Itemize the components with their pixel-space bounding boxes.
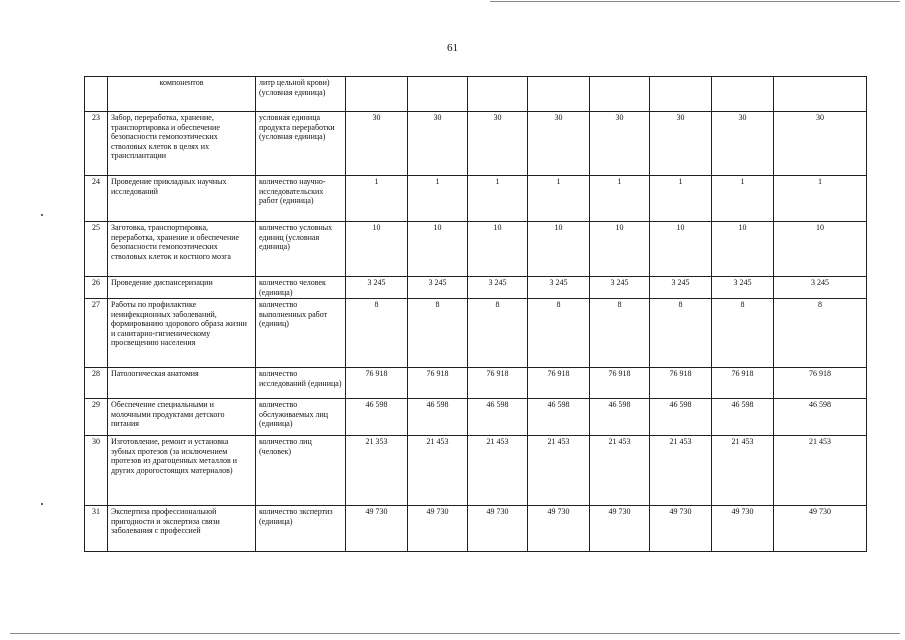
service-name: компонентов [108, 77, 256, 112]
unit-of-measure: количество экспертиз (единица) [256, 506, 346, 552]
table-row [85, 436, 867, 506]
table-row [85, 299, 867, 368]
page-number: 61 [447, 42, 458, 54]
value-cell: 46 598 [528, 399, 590, 436]
services-table [84, 76, 867, 552]
value-cell: 3 245 [346, 277, 408, 299]
value-cell: 21 453 [590, 436, 650, 506]
value-cell: 49 730 [650, 506, 712, 552]
value-cell: 30 [774, 112, 867, 176]
value-cell: 8 [712, 299, 774, 368]
value-cell: 21 453 [774, 436, 867, 506]
value-cell: 76 918 [528, 368, 590, 399]
value-cell: 21 453 [712, 436, 774, 506]
value-cell: 10 [408, 222, 468, 277]
value-cell [712, 77, 774, 112]
row-number: 30 [85, 436, 108, 506]
value-cell: 3 245 [590, 277, 650, 299]
value-cell: 46 598 [590, 399, 650, 436]
row-number: 27 [85, 299, 108, 368]
row-number: 24 [85, 176, 108, 222]
scan-speck [41, 503, 43, 505]
table-row [85, 112, 867, 176]
value-cell: 10 [468, 222, 528, 277]
value-cell: 3 245 [408, 277, 468, 299]
value-cell: 49 730 [590, 506, 650, 552]
value-cell: 49 730 [528, 506, 590, 552]
service-name: Экспертиза профессиональной пригодности и экспертиза связи заболевания с профессией [108, 506, 256, 552]
value-cell: 8 [774, 299, 867, 368]
value-cell: 49 730 [712, 506, 774, 552]
service-name: Работы по профилактике неинфекционных заболеваний, формированию здорового образа жизни и санитарно-гигиеническому просвещению населения [108, 299, 256, 368]
value-cell: 1 [528, 176, 590, 222]
value-cell: 49 730 [408, 506, 468, 552]
value-cell [774, 77, 867, 112]
value-cell: 76 918 [590, 368, 650, 399]
scan-edge-bottom [10, 633, 900, 634]
value-cell: 3 245 [712, 277, 774, 299]
value-cell: 46 598 [468, 399, 528, 436]
value-cell [528, 77, 590, 112]
table-row [85, 506, 867, 552]
row-number: 28 [85, 368, 108, 399]
row-number [85, 77, 108, 112]
table-row [85, 277, 867, 299]
service-name: Заготовка, транспортировка, переработка, хранение и обеспечение безопасности гемопоэтических стволовых клеток и костного мозга [108, 222, 256, 277]
value-cell: 21 353 [346, 436, 408, 506]
service-name: Изготовление, ремонт и установка зубных протезов (за исключением протезов из драгоценных металлов и других дорогостоящих материалов) [108, 436, 256, 506]
row-number: 25 [85, 222, 108, 277]
value-cell: 46 598 [346, 399, 408, 436]
value-cell: 76 918 [468, 368, 528, 399]
value-cell: 76 918 [774, 368, 867, 399]
unit-of-measure: условная единица продукта переработки (условная единица) [256, 112, 346, 176]
value-cell: 8 [408, 299, 468, 368]
value-cell: 46 598 [650, 399, 712, 436]
scan-edge-top [490, 1, 900, 2]
value-cell: 76 918 [408, 368, 468, 399]
unit-of-measure: количество научно-исследовательских работ (единица) [256, 176, 346, 222]
value-cell: 10 [346, 222, 408, 277]
value-cell: 10 [650, 222, 712, 277]
value-cell: 8 [650, 299, 712, 368]
value-cell: 10 [712, 222, 774, 277]
row-number: 26 [85, 277, 108, 299]
unit-of-measure: количество исследований (единица) [256, 368, 346, 399]
unit-of-measure: литр цельной крови) (условная единица) [256, 77, 346, 112]
value-cell: 30 [650, 112, 712, 176]
value-cell [346, 77, 408, 112]
table-row [85, 399, 867, 436]
value-cell: 30 [528, 112, 590, 176]
value-cell: 10 [528, 222, 590, 277]
value-cell: 1 [712, 176, 774, 222]
unit-of-measure: количество обслуживаемых лиц (единица) [256, 399, 346, 436]
value-cell: 30 [468, 112, 528, 176]
table-row [85, 368, 867, 399]
value-cell: 8 [590, 299, 650, 368]
value-cell: 46 598 [712, 399, 774, 436]
value-cell: 1 [774, 176, 867, 222]
value-cell: 21 453 [408, 436, 468, 506]
value-cell: 46 598 [774, 399, 867, 436]
service-name: Патологическая анатомия [108, 368, 256, 399]
value-cell: 3 245 [528, 277, 590, 299]
value-cell: 30 [408, 112, 468, 176]
value-cell: 1 [346, 176, 408, 222]
value-cell: 49 730 [774, 506, 867, 552]
value-cell [650, 77, 712, 112]
value-cell: 8 [346, 299, 408, 368]
value-cell: 1 [590, 176, 650, 222]
value-cell: 21 453 [468, 436, 528, 506]
value-cell: 30 [346, 112, 408, 176]
value-cell: 8 [468, 299, 528, 368]
value-cell: 3 245 [650, 277, 712, 299]
unit-of-measure: количество человек (единица) [256, 277, 346, 299]
value-cell: 21 453 [650, 436, 712, 506]
value-cell: 1 [650, 176, 712, 222]
value-cell: 49 730 [346, 506, 408, 552]
value-cell: 1 [408, 176, 468, 222]
service-name: Обеспечение специальными и молочными продуктами детского питания [108, 399, 256, 436]
row-number: 29 [85, 399, 108, 436]
value-cell: 3 245 [774, 277, 867, 299]
table-row [85, 222, 867, 277]
unit-of-measure: количество лиц (человек) [256, 436, 346, 506]
value-cell: 76 918 [712, 368, 774, 399]
value-cell: 76 918 [346, 368, 408, 399]
service-name: Проведение прикладных научных исследований [108, 176, 256, 222]
value-cell: 49 730 [468, 506, 528, 552]
value-cell: 10 [774, 222, 867, 277]
value-cell: 3 245 [468, 277, 528, 299]
table-row [85, 176, 867, 222]
value-cell: 30 [590, 112, 650, 176]
row-number: 23 [85, 112, 108, 176]
value-cell: 10 [590, 222, 650, 277]
value-cell: 46 598 [408, 399, 468, 436]
value-cell: 1 [468, 176, 528, 222]
value-cell: 76 918 [650, 368, 712, 399]
unit-of-measure: количество условных единиц (условная единица) [256, 222, 346, 277]
value-cell: 30 [712, 112, 774, 176]
service-name: Забор, переработка, хранение, транспортировка и обеспечение безопасности гемопоэтических стволовых клеток в целях их трансплантации [108, 112, 256, 176]
value-cell [590, 77, 650, 112]
value-cell: 8 [528, 299, 590, 368]
service-name: Проведение диспансеризации [108, 277, 256, 299]
value-cell [468, 77, 528, 112]
value-cell [408, 77, 468, 112]
row-number: 31 [85, 506, 108, 552]
unit-of-measure: количество выполненных работ (единиц) [256, 299, 346, 368]
value-cell: 21 453 [528, 436, 590, 506]
table-row [85, 77, 867, 112]
scan-speck [41, 214, 43, 216]
